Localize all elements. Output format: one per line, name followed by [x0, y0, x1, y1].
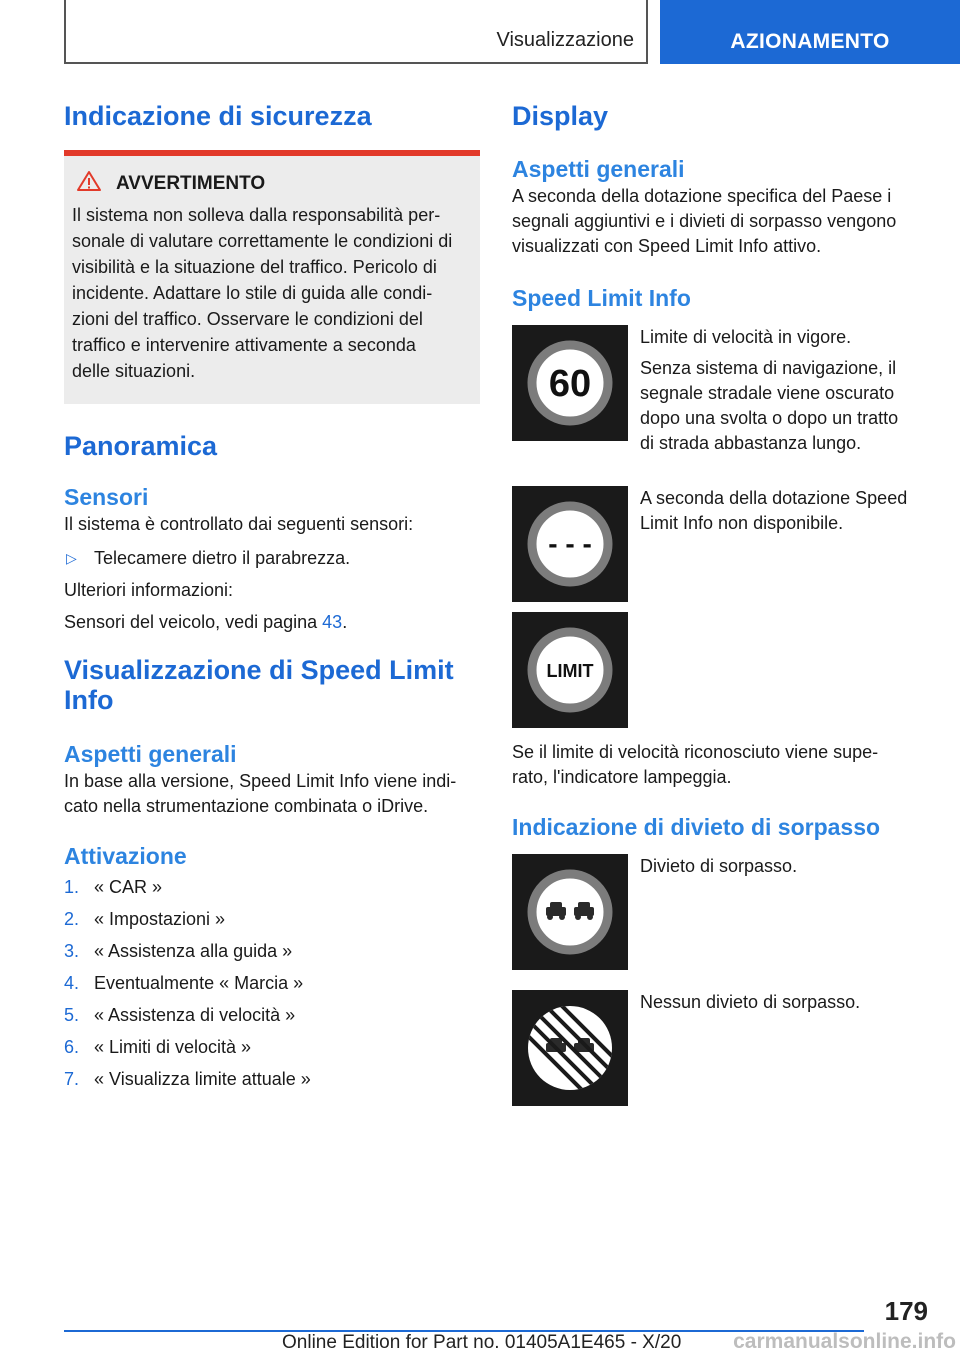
sensor-reference: [64, 610, 480, 635]
header-chapter-tab: [660, 0, 960, 64]
no-overtake-description: [640, 854, 797, 970]
warning-header: [72, 170, 472, 198]
end-no-overtake-description: [640, 990, 860, 1106]
page-number: 179: [884, 1296, 928, 1326]
end-no-overtaking-sign: [512, 990, 628, 1106]
step-text: « CAR »: [94, 877, 163, 897]
sign-60-text-2: Senza sistema di navigazione, il segnale stradale viene oscurato dopo una svolta o dopo un tratto di strada abbastanza lungo.: [640, 358, 899, 453]
activation-step: [64, 1031, 480, 1063]
sign-row-no-overtake: [512, 854, 928, 970]
activation-steps: [64, 871, 480, 1095]
activation-heading: Attivazione: [64, 843, 187, 869]
no-overtake-text: Divieto di sorpasso.: [640, 856, 798, 876]
footer-edition: Online Edition for Part no. 01405A1E465 - X/20: [282, 1332, 682, 1353]
sign-dash-value: - - -: [548, 528, 592, 559]
overview-heading: Panoramica: [64, 431, 218, 461]
sign-row-end-no-overtake: [512, 990, 928, 1106]
sign-dash-text: A seconda della dotazione Speed Limit Info non disponibile.: [640, 488, 908, 533]
step-number: 1.: [64, 877, 80, 897]
warning-label: AVVERTIMENTO: [116, 173, 266, 194]
sensors-text: Il sistema è controllato dai seguenti sensori:: [64, 514, 414, 534]
exceeded-text: Se il limite di velocità riconosciuto viene supe- rato, l'indicatore lampeggia.: [512, 742, 879, 787]
header-section-box: [64, 0, 648, 64]
right-general-text: A seconda della dotazione specifica del Paese i segnali aggiuntivi e i divieti di sorpasso vengono visualizzati con Speed Limit Info attivo.: [512, 186, 897, 256]
header-section-title: Visualizzazione: [496, 29, 634, 51]
activation-step: [64, 967, 480, 999]
sign-row-dash: [512, 486, 928, 602]
sign-60-value: 60: [548, 363, 592, 405]
sign-row-60: [512, 325, 928, 456]
left-general-heading: Aspetti generali: [64, 741, 237, 767]
speed-limit-unavailable-sign: [512, 486, 628, 602]
step-text: « Assistenza alla guida »: [94, 941, 293, 961]
no-overtaking-sign: [512, 854, 628, 970]
step-number: 2.: [64, 909, 80, 929]
activation-step: [64, 871, 480, 903]
left-general-text: In base alla versione, Speed Limit Info viene indi- cato nella strumentazione combinata o iDrive.: [64, 771, 457, 816]
sensor-reference-end: .: [342, 612, 348, 632]
sign-row-limit: [512, 612, 928, 728]
sign-60-text-1: Limite di velocità in vigore.: [640, 327, 852, 347]
step-number: 6.: [64, 1037, 80, 1057]
activation-step: [64, 935, 480, 967]
speed-limit-info-heading: Speed Limit Info: [512, 285, 691, 311]
sign-60-description: [640, 325, 898, 456]
sensor-page-link[interactable]: 43: [322, 612, 343, 632]
speed-limit-60-sign: [512, 325, 628, 441]
sign-dash-description: [640, 486, 907, 602]
activation-step: [64, 903, 480, 935]
sign-limit-value: LIMIT: [546, 661, 594, 681]
end-no-overtake-text: Nessun divieto di sorpasso.: [640, 992, 861, 1012]
sensors-heading: Sensori: [64, 484, 149, 510]
step-number: 3.: [64, 941, 80, 961]
step-text: « Impostazioni »: [94, 909, 226, 929]
step-text: « Assistenza di velocità »: [94, 1005, 296, 1025]
warning-box: [64, 150, 480, 404]
sensors-bullet: [64, 546, 480, 571]
warning-triangle-icon: [76, 170, 102, 198]
step-text: « Limiti di velocità »: [94, 1037, 252, 1057]
more-info-text: Ulteriori informazioni:: [64, 580, 234, 600]
watermark: carmanualsonline.info: [733, 1330, 956, 1353]
right-column: [512, 100, 928, 1106]
step-number: 4.: [64, 973, 80, 993]
step-text: Eventualmente « Marcia »: [94, 973, 304, 993]
display-speed-limit-heading: Visualizzazione di Speed Limit Info: [64, 655, 454, 715]
sensors-bullet-text: Telecamere dietro il parabrezza.: [94, 548, 351, 568]
overtake-heading: Indicazione di divieto di sorpasso: [512, 814, 881, 840]
step-number: 7.: [64, 1069, 80, 1089]
safety-heading: Indicazione di sicurezza: [64, 101, 372, 131]
warning-text: Il sistema non solleva dalla responsabilità per- sonale di valutare correttamente le condizioni di visibilità e la situazione del traffico. Pericolo di incidente. Adattare lo stile di guida alle condi- zioni del traffico. Osservare le condizioni del traffico e intervenire attivamente a seconda delle situazioni.: [72, 205, 453, 381]
right-general-heading: Aspetti generali: [512, 156, 685, 182]
limit-sign: [512, 612, 628, 728]
display-heading: Display: [512, 101, 609, 131]
left-column: [64, 100, 480, 1095]
activation-step: [64, 1063, 480, 1095]
sensor-reference-text: Sensori del veicolo, vedi pagina: [64, 612, 323, 632]
bullet-triangle-icon: ▷: [66, 550, 77, 566]
step-text: « Visualizza limite attuale »: [94, 1069, 311, 1089]
activation-step: [64, 999, 480, 1031]
step-number: 5.: [64, 1005, 80, 1025]
header-chapter-label: AZIONAMENTO: [730, 30, 890, 53]
